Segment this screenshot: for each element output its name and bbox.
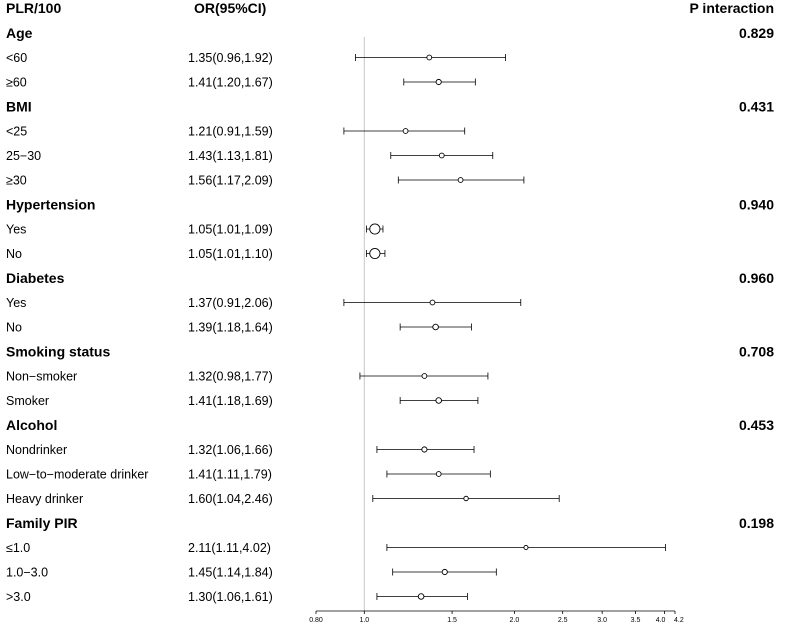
subgroup-label: No	[6, 320, 22, 335]
tick-label: 1.0	[359, 617, 370, 624]
group-label: Alcohol	[6, 417, 58, 433]
point-estimate	[427, 55, 432, 60]
subgroup-label: ≤1.0	[6, 541, 31, 555]
group-label: Diabetes	[6, 270, 65, 286]
tick-label: 2.5	[557, 617, 568, 624]
point-estimate	[436, 79, 441, 84]
subgroup-label: No	[6, 247, 22, 261]
point-estimate	[422, 447, 427, 452]
p-interaction-value: 0.940	[738, 196, 774, 213]
subgroup-label: Yes	[6, 222, 27, 237]
or-ci-text: 1.30(1.06,1.61)	[188, 590, 273, 604]
point-estimate	[458, 178, 463, 183]
p-interaction-value: 0.708	[738, 343, 774, 360]
subgroup-label: Smoker	[6, 394, 50, 408]
or-ci-text: 1.05(1.01,1.09)	[188, 222, 273, 237]
subgroup-label: 25−30	[6, 149, 42, 163]
point-estimate	[524, 545, 528, 549]
p-interaction-value: 0.453	[738, 417, 774, 433]
or-ci-text: 1.41(1.20,1.67)	[188, 75, 273, 90]
tick-label: 4.0	[655, 617, 666, 624]
or-ci-text: 1.05(1.01,1.10)	[188, 247, 273, 261]
subgroup-label: Heavy drinker	[6, 492, 84, 506]
or-ci-text: 1.37(0.91,2.06)	[188, 296, 273, 310]
subgroup-label: Low−to−moderate drinker	[6, 467, 149, 482]
subgroup-label: <25	[6, 124, 28, 139]
tick-label: 3.0	[597, 617, 608, 624]
subgroup-label: >3.0	[6, 590, 31, 604]
or-ci-text: 1.32(0.98,1.77)	[188, 369, 273, 384]
or-ci-text: 1.41(1.18,1.69)	[188, 394, 273, 408]
group-label: Family PIR	[6, 515, 78, 531]
header-estimate: OR(95%CI)	[194, 0, 267, 16]
p-interaction-value: 0.829	[738, 25, 774, 41]
p-interaction-value: 0.960	[738, 270, 774, 286]
subgroup-label: Non−smoker	[6, 369, 78, 384]
point-estimate	[433, 324, 439, 330]
point-estimate	[439, 153, 444, 158]
group-label: Smoking status	[6, 343, 111, 360]
or-ci-text: 1.45(1.14,1.84)	[188, 565, 273, 580]
point-estimate	[403, 129, 408, 134]
or-ci-text: 1.56(1.17,2.09)	[188, 173, 273, 188]
subgroup-label: <60	[6, 51, 28, 65]
tick-label: 3.5	[630, 617, 641, 624]
subgroup-label: 1.0−3.0	[6, 565, 49, 580]
point-estimate	[436, 472, 441, 477]
point-estimate	[442, 569, 447, 574]
subgroup-label: ≥60	[6, 75, 27, 90]
p-interaction-value: 0.198	[738, 515, 774, 531]
x-axis	[309, 611, 684, 624]
tick-label: 2.0	[509, 617, 520, 624]
group-label: Hypertension	[6, 196, 96, 213]
or-ci-text: 1.21(0.91,1.59)	[188, 124, 273, 139]
p-interaction-value: 0.431	[738, 98, 774, 115]
forest-rows	[6, 25, 774, 604]
or-ci-text: 1.39(1.18,1.64)	[188, 320, 273, 335]
group-label: Age	[6, 25, 33, 41]
or-ci-text: 1.41(1.11,1.79)	[188, 467, 272, 482]
tick-label: 4.2	[674, 617, 684, 624]
point-estimate	[422, 374, 427, 379]
or-ci-text: 2.11(1.11,4.02)	[188, 541, 271, 555]
point-estimate	[430, 300, 435, 305]
subgroup-label: Nondrinker	[6, 443, 68, 457]
or-ci-text: 1.32(1.06,1.66)	[188, 443, 273, 457]
subgroup-label: Yes	[6, 296, 27, 310]
or-ci-text: 1.35(0.96,1.92)	[188, 51, 273, 65]
point-estimate	[370, 248, 380, 258]
point-estimate	[370, 224, 380, 234]
point-estimate	[418, 594, 424, 600]
subgroup-label: ≥30	[6, 173, 27, 188]
group-label: BMI	[6, 98, 32, 115]
tick-label: 1.5	[447, 617, 457, 624]
header-variable: PLR/100	[6, 0, 62, 16]
point-estimate	[464, 496, 469, 501]
or-ci-text: 1.43(1.13,1.81)	[188, 149, 273, 163]
header-p-interaction: P interaction	[689, 0, 774, 16]
column-headers	[6, 0, 774, 16]
point-estimate	[436, 398, 442, 404]
or-ci-text: 1.60(1.04,2.46)	[188, 492, 273, 506]
tick-label: 0.80	[309, 617, 323, 624]
